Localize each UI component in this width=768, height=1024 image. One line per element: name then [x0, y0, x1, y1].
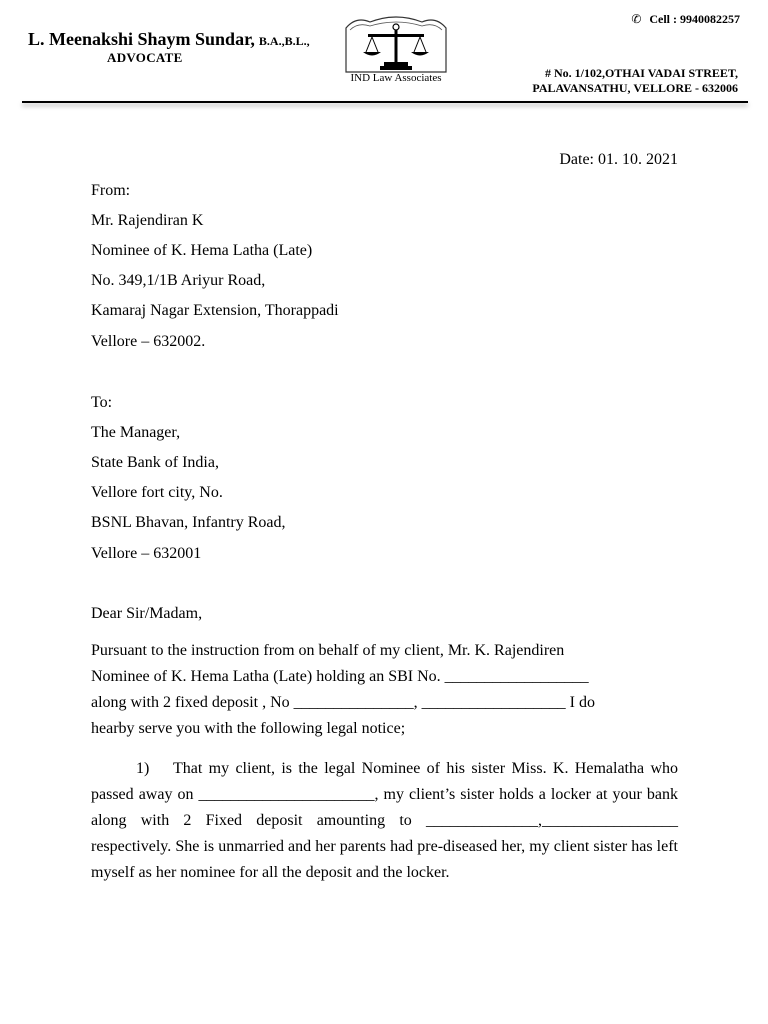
office-address-line2: PALAVANSATHU, VELLORE - 632006: [532, 81, 738, 95]
point-text: That my client, is the legal Nominee of his sister Miss. K. Hemalatha who passed away on ______________________, my client’s sister holds a locker at your bank along with 2 Fixed deposit amounting to ______________,_________________ respectively. She is unmarried and her parents had pre-diseased her, my client sister has left myself as her nominee for all the deposit and the locker.: [91, 760, 678, 881]
from-line: Vellore – 632002.: [91, 333, 206, 350]
advocate-name: L. Meenakshi Shaym Sundar,: [28, 29, 255, 49]
notice-point-1: [91, 756, 678, 886]
to-line: Vellore fort city, No.: [91, 484, 223, 501]
scales-icon: [336, 14, 456, 100]
advocate-title: ADVOCATE: [107, 50, 183, 65]
to-line: Vellore – 632001: [91, 545, 202, 562]
logo-caption: IND Law Associates: [350, 72, 442, 84]
salutation: Dear Sir/Madam,: [91, 605, 203, 622]
to-line: BSNL Bhavan, Infantry Road,: [91, 514, 286, 531]
from-line: No. 349,1/1B Ariyur Road,: [91, 272, 266, 289]
intro-line: Nominee of K. Hema Latha (Late) holding an SBI No. __________________: [91, 668, 589, 685]
to-heading: To:: [91, 394, 113, 411]
phone-icon: ✆: [631, 12, 642, 26]
scales-of-justice-logo: [336, 14, 456, 100]
cell-number: ✆ Cell : 9940082257: [631, 12, 740, 26]
to-line: The Manager,: [91, 424, 181, 441]
advocate-name-line: [28, 29, 310, 50]
intro-line: along with 2 fixed deposit , No _______________, __________________ I do: [91, 694, 595, 711]
letter-date: Date: 01. 10. 2021: [559, 151, 678, 168]
office-address-line1: # No. 1/102,OTHAI VADAI STREET,: [544, 66, 738, 80]
from-heading: From:: [91, 182, 131, 199]
header-divider: [22, 101, 748, 103]
from-line: Mr. Rajendiran K: [91, 212, 204, 229]
advocate-degree: B.A.,B.L.,: [258, 34, 310, 48]
from-line: Nominee of K. Hema Latha (Late): [91, 242, 313, 259]
from-line: Kamaraj Nagar Extension, Thorappadi: [91, 302, 339, 319]
intro-line: hearby serve you with the following legal notice;: [91, 720, 406, 737]
point-number: 1): [136, 760, 150, 777]
intro-line: Pursuant to the instruction from on behalf of my client, Mr. K. Rajendiren: [91, 642, 565, 659]
to-line: State Bank of India,: [91, 454, 219, 471]
